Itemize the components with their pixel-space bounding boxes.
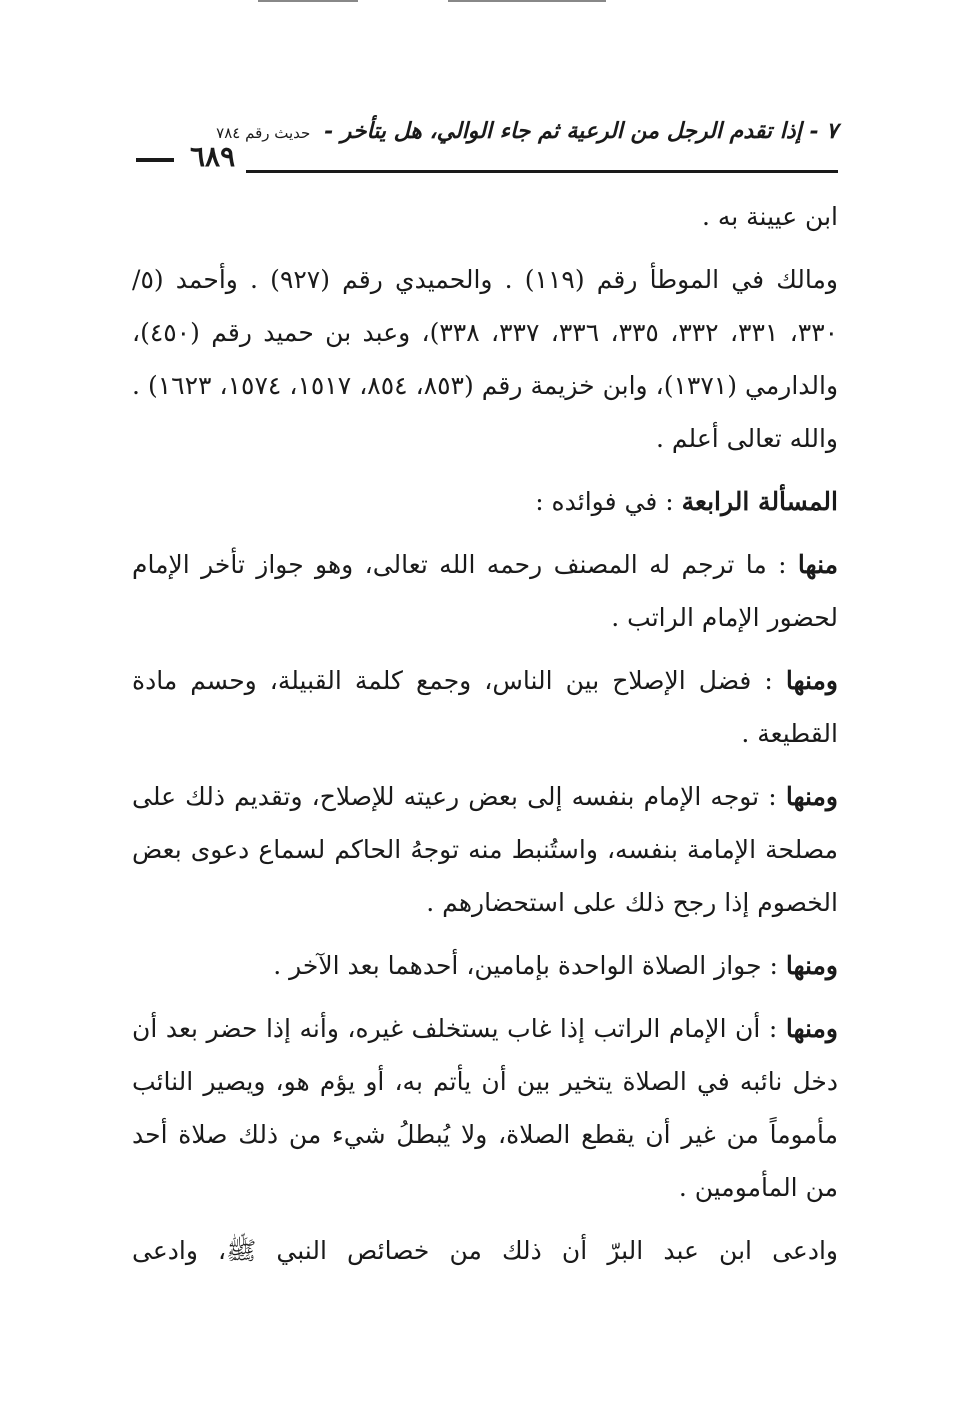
paragraph-1: ابن عيينة به . bbox=[701, 202, 838, 231]
paragraph-7 bbox=[132, 939, 838, 992]
section-heading: المسألة الرابعة bbox=[681, 487, 838, 516]
scan-edge-line bbox=[448, 0, 606, 2]
point-text: : جواز الصلاة الواحدة بإمامين، أحدهما بعد الآخر . bbox=[273, 951, 786, 980]
point-lead: ومنها bbox=[785, 1014, 838, 1043]
point-text: : توجه الإمام بنفسه إلى بعض رعيته للإصلاح، وتقديم ذلك على مصلحة الإمامة بنفسه، واستُنبط منه توجهُ الحاكم لسماع دعوى بعض الخصوم إذا رجح ذلك على استحضارهم . bbox=[132, 782, 838, 917]
paragraph-8 bbox=[132, 1002, 838, 1214]
point-text: : فضل الإصلاح بين الناس، وجمع كلمة القبيلة، وحسم مادة القطيعة . bbox=[132, 666, 838, 748]
point-lead: ومنها bbox=[785, 666, 838, 695]
hadith-reference: حديث رقم ٧٨٤ bbox=[216, 124, 311, 142]
page-number: ٦٨٩ bbox=[190, 140, 236, 173]
point-text: : ما ترجم له المصنف رحمه الله تعالى، وهو جواز تأخر الإمام لحضور الإمام الراتب . bbox=[132, 550, 838, 632]
point-lead: ومنها bbox=[785, 951, 838, 980]
running-header bbox=[136, 118, 838, 174]
header-rule bbox=[246, 170, 838, 173]
point-text: : أن الإمام الراتب إذا غاب يستخلف غيره، وأنه إذا حضر بعد أن دخل نائبه في الصلاة يتخير بين أن يأتم به، أو يؤم هو، ويصير النائب مأموماً من غير أن يقطع الصلاة، ولا يُبطلُ شيء من ذلك صلاة أحد من المأمومين . bbox=[132, 1014, 838, 1202]
paragraph-4 bbox=[132, 538, 838, 644]
paragraph-6 bbox=[132, 770, 838, 929]
chapter-title: ٧ - إذا تقدم الرجل من الرعية ثم جاء الوالي، هل يتأخر - bbox=[323, 118, 838, 144]
paragraph-9: وادعى ابن عبد البرّ أن ذلك من خصائص النبي ﷺ، وادعى bbox=[132, 1236, 838, 1265]
scan-edge-line bbox=[258, 0, 358, 2]
paragraph-3 bbox=[132, 475, 838, 528]
paragraph-2: ومالك في الموطأ رقم (١١٩) . والحميدي رقم (٩٢٧) . وأحمد (٥/ ٣٣٠، ٣٣١، ٣٣٢، ٣٣٥، ٣٣٦، ٣٣٧، ٣٣٨)، وعبد بن حميد رقم (٤٥٠)، والدارمي (١٣٧١)، وابن خزيمة رقم (٨٥٣، ٨٥٤، ١٥١٧، ١٥٧٤، ١٦٢٣) . والله تعالى أعلم . bbox=[132, 265, 839, 453]
point-lead: ومنها bbox=[785, 782, 838, 811]
point-lead: منها bbox=[797, 550, 838, 579]
paragraph-5 bbox=[132, 654, 838, 760]
header-dash bbox=[136, 158, 174, 162]
section-heading-text: : في فوائده : bbox=[535, 487, 682, 516]
chapter-title-line bbox=[216, 118, 838, 144]
body-text bbox=[132, 190, 838, 1287]
